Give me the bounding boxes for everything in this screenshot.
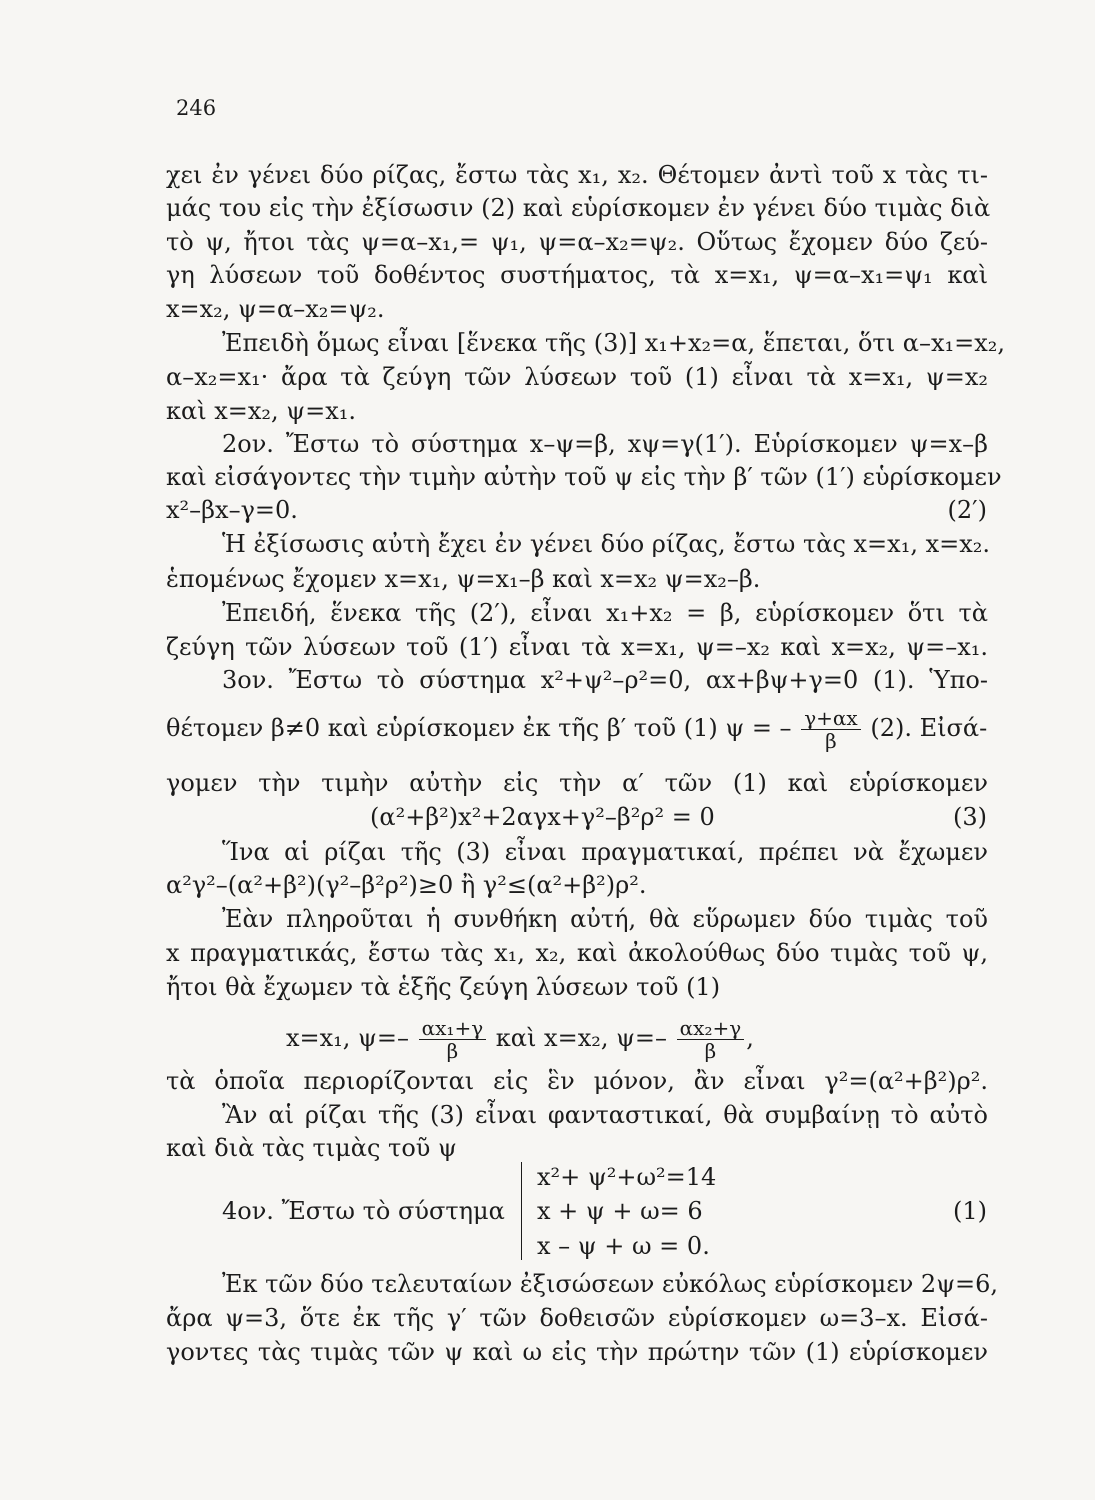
text-line: 3ον. Ἔστω τὸ σύστημα x²+ψ²–ρ²=0, αx+βψ+γ=0 (1). Ὑπο- (222, 666, 988, 694)
equation-3: (α²+β²)x²+2αγx+γ²–β²ρ² = 0 (370, 803, 715, 831)
text-line: Ἂν αἱ ρίζαι τῆς (3) εἶναι φανταστικαί, θὰ συμβαίνῃ τὸ αὐτὸ (222, 1101, 988, 1129)
text-line: καὶ εἰσάγοντες τὴν τιμὴν αὐτὴν τοῦ ψ εἰς τὴν β′ τῶν (1′) εὑρίσκομεν (166, 463, 1002, 491)
system-brace (521, 1162, 534, 1260)
equation-label: (2′) (947, 496, 987, 524)
text-line: 2ον. Ἔστω τὸ σύστημα x–ψ=β, xψ=γ(1′). Εὑρίσκομεν ψ=x–β (222, 430, 988, 458)
text-line: τὰ ὁποῖα περιορίζονται εἰς ἓν μόνον, ἂν εἶναι γ²=(α²+β²)ρ². (166, 1067, 988, 1095)
text-line: μάς του εἰς τὴν ἐξίσωσιν (2) καὶ εὑρίσκομεν ἐν γένει δύο τιμὰς διὰ (166, 194, 991, 222)
system-equation: x – ψ + ω = 0. (537, 1232, 710, 1260)
system-equation: x + ψ + ω= 6 (537, 1197, 703, 1225)
fraction-denominator: β (446, 1039, 459, 1063)
text-line: ἄρα ψ=3, ὅτε ἐκ τῆς γ′ τῶν δοθεισῶν εὑρίσκομεν ω=3–x. Εἰσά- (166, 1304, 988, 1332)
text-segment: (2). Εἰσά- (870, 714, 988, 742)
text-line: τὸ ψ, ἤτοι τὰς ψ=α–x₁,= ψ₁, ψ=α–x₂=ψ₂. Οὕτως ἔχομεν δύο ζεύ- (166, 228, 988, 256)
solution-pairs (286, 1010, 846, 1066)
text-line: γη λύσεων τοῦ δοθέντος συστήματος, τὰ x=x₁, ψ=α–x₁=ψ₁ καὶ (166, 261, 988, 289)
text-line: Ἡ ἐξίσωσις αὐτὴ ἔχει ἐν γένει δύο ρίζας, ἔστω τὰς x=x₁, x=x₂. (222, 530, 991, 558)
text-line-with-fraction (166, 700, 988, 756)
text-line: x πραγματικάς, ἔστω τὰς x₁, x₂, καὶ ἀκολούθως δύο τιμὰς τοῦ ψ, (166, 939, 988, 967)
text-line: γοντες τὰς τιμὰς τῶν ψ καὶ ω εἰς τὴν πρώτην τῶν (1) εὑρίσκομεν (166, 1338, 988, 1366)
text-line: γομεν τὴν τιμὴν αὐτὴν εἰς τὴν α′ τῶν (1) καὶ εὑρίσκομεν (166, 769, 988, 797)
fraction (419, 1017, 487, 1062)
fraction-denominator: β (704, 1039, 717, 1063)
fraction-numerator: αx₂+γ (677, 1017, 745, 1040)
text-line: Ἐπειδὴ ὅμως εἶναι [ἕνεκα τῆς (3)] x₁+x₂=α, ἕπεται, ὅτι α–x₁=x₂, (222, 329, 1005, 357)
text-line: ἑπομένως ἔχομεν x=x₁, ψ=x₁–β καὶ x=x₂ ψ=x₂–β. (166, 565, 761, 593)
text-segment: θέτομεν β≠0 καὶ εὑρίσκομεν ἐκ τῆς β′ τοῦ (1) ψ = – (166, 714, 792, 742)
text-line: α–x₂=x₁· ἄρα τὰ ζεύγη τῶν λύσεων τοῦ (1) εἶναι τὰ x=x₁, ψ=x₂ (166, 363, 988, 391)
text-line: καὶ διὰ τὰς τιμὰς τοῦ ψ (166, 1134, 457, 1162)
fraction-numerator: γ+αx (801, 707, 861, 730)
text-line: Ἵνα αἱ ρίζαι τῆς (3) εἶναι πραγματικαί, πρέπει νὰ ἔχωμεν (222, 838, 988, 866)
fraction-denominator: β (825, 729, 837, 753)
text-line: καὶ x=x₂, ψ=x₁. (166, 397, 357, 425)
equation-label: (1) (953, 1197, 987, 1225)
text-line: ἤτοι θὰ ἔχωμεν τὰ ἑξῆς ζεύγη λύσεων τοῦ (1) (166, 973, 721, 1001)
equation-label: (3) (953, 803, 987, 831)
text-line: α²γ²–(α²+β²)(γ²–β²ρ²)≥0 ἢ γ²≤(α²+β²)ρ². (166, 871, 647, 899)
text-line: Ἐπειδή, ἕνεκα τῆς (2′), εἶναι x₁+x₂ = β, εὑρίσκομεν ὅτι τὰ (222, 599, 988, 627)
system-equation: x²+ ψ²+ω²=14 (537, 1163, 717, 1191)
text-line: x²–βx–γ=0. (166, 496, 298, 524)
text-line: Ἐὰν πληροῦται ἡ συνθήκη αὐτή, θὰ εὕρωμεν δύο τιμὰς τοῦ (222, 905, 988, 933)
fraction (677, 1017, 745, 1062)
text-line: 4ον. Ἔστω τὸ σύστημα (222, 1197, 505, 1225)
text-segment: καὶ x=x₂, ψ=– (495, 1024, 668, 1052)
text-segment: , (746, 1024, 754, 1052)
text-line: Ἐκ τῶν δύο τελευταίων ἐξισώσεων εὐκόλως εὑρίσκομεν 2ψ=6, (222, 1270, 999, 1298)
text-line: x=x₂, ψ=α–x₂=ψ₂. (166, 295, 385, 323)
page-number: 246 (176, 96, 217, 120)
fraction-numerator: αx₁+γ (419, 1017, 487, 1040)
text-segment: x=x₁, ψ=– (286, 1024, 409, 1052)
fraction (801, 707, 861, 752)
text-line: ζεύγη τῶν λύσεων τοῦ (1′) εἶναι τὰ x=x₁, ψ=–x₂ καὶ x=x₂, ψ=–x₁. (166, 633, 988, 661)
text-line: χει ἐν γένει δύο ρίζας, ἔστω τὰς x₁, x₂. Θέτομεν ἀντὶ τοῦ x τὰς τι- (166, 161, 988, 189)
